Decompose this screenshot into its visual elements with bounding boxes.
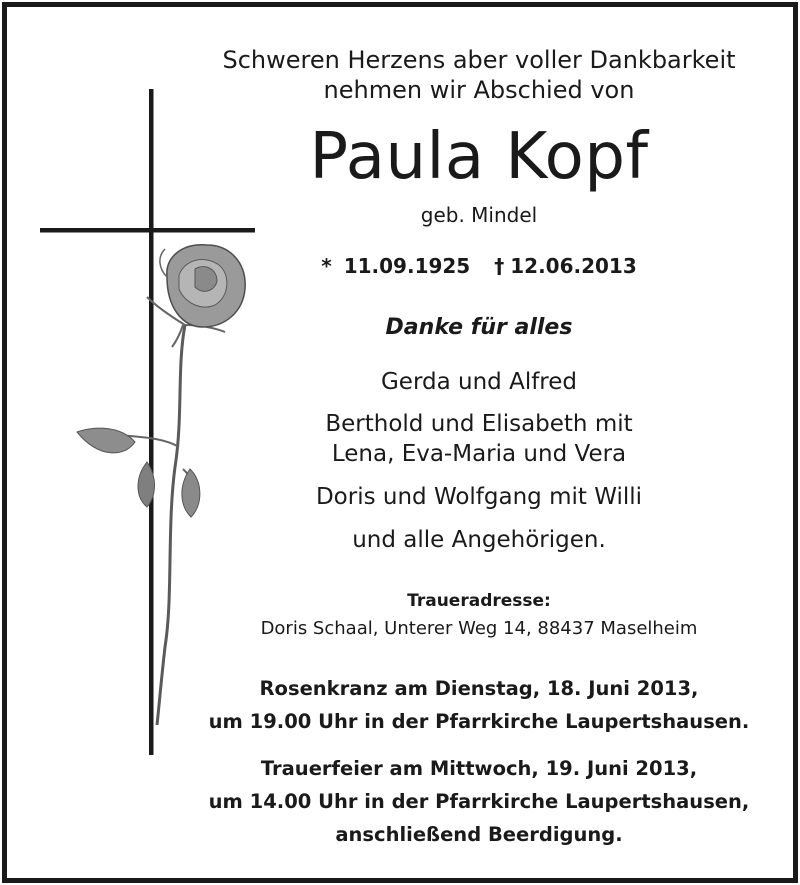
family-line-5: und alle Angehörigen. [352,527,606,553]
family-line-4: Doris und Wolfgang mit Willi [315,484,643,510]
address: Doris Schaal, Unterer Weg 14, 88437 Maselheim [260,618,698,639]
death-symbol: † [494,254,505,278]
family-line-1: Gerda und Alfred [380,369,578,395]
service-line-3: Trauerfeier am Mittwoch, 19. Juni 2013, [260,757,698,780]
family-line-3: Lena, Eva-Maria und Vera [331,441,627,467]
death-date: 12.06.2013 [510,254,637,278]
birth-date: 11.09.1925 [343,254,471,278]
thanks-line: Danke für alles [385,315,573,340]
service-line-2: um 19.00 Uhr in der Pfarrkirche Laupertshausen. [208,710,750,733]
deceased-name: Paula Kopf [309,120,649,194]
service-line-1: Rosenkranz am Dienstag, 18. Juni 2013, [259,677,699,700]
obituary-frame [2,2,798,883]
birth-symbol: * [321,254,332,278]
birth-name: geb. Mindel [420,203,538,227]
intro-line-2: nehmen wir Abschied von [323,76,635,104]
intro-line-1: Schweren Herzens aber voller Dankbarkeit [222,46,736,74]
service-line-5: anschließend Beerdigung. [335,823,623,846]
service-line-4: um 14.00 Uhr in der Pfarrkirche Laupertshausen, [208,790,750,813]
life-dates [185,254,773,278]
family-line-2: Berthold und Elisabeth mit [325,411,633,437]
address-heading: Traueradresse: [407,591,551,611]
